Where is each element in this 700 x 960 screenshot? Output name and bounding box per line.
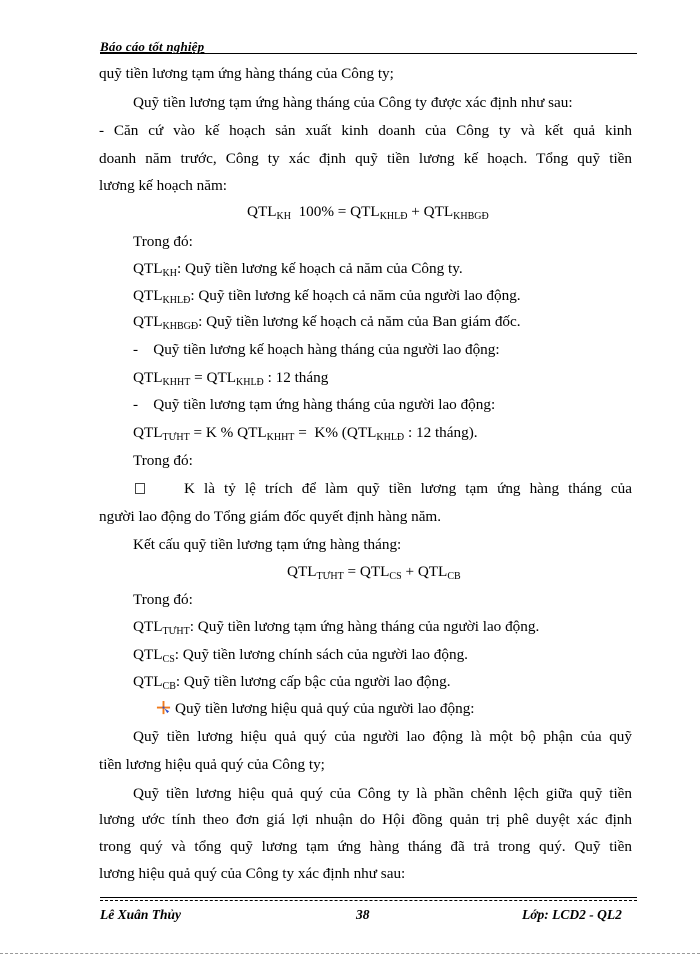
definition-line: $QTL_{CS}$: Quỹ tiền lương chính sách của người lao động. [133, 646, 468, 665]
paragraph-line: K là tỷ lệ trích để làm quỹ tiền lương tạm ứng hàng tháng của [184, 480, 632, 497]
page-bottom-edge [0, 953, 700, 954]
definition-line: $QTL_{KH}$: Quỹ tiền lương kế hoạch cả năm của Công ty. [133, 260, 463, 279]
formula-qtl-tuht: $QTL_{TƯHT} = K$ % $QTL_{KHHT} = K\%$ ($QTL_{KHLĐ}$ : 12 tháng). [133, 424, 478, 443]
where-label: Trong đó: [133, 233, 193, 250]
paragraph-line: - Căn cứ vào kế hoạch sản xuất kinh doanh của Công ty và kết quả kinh [99, 122, 632, 139]
paragraph-line: Kết cấu quỹ tiền lương tạm ứng hàng tháng: [133, 536, 402, 553]
paragraph-line: lương ước tính theo đơn giá lợi nhuận do Hội đồng quản trị phê duyệt xác định [99, 811, 632, 828]
paragraph-line: Quỹ tiền lương hiệu quả quý của Công ty là phần chênh lệch giữa quỹ tiền [133, 785, 632, 802]
definition-line: $QTL_{TƯHT}$: Quỹ tiền lương tạm ứng hàng tháng của người lao động. [133, 618, 540, 637]
where-label: Trong đó: [133, 591, 193, 608]
paragraph-line: doanh năm trước, Công ty xác định quỹ tiền lương kế hoạch. Tổng quỹ tiền [99, 150, 632, 167]
footer-author: Lê Xuân Thủy [100, 907, 182, 922]
arrow-bullet-icon [156, 700, 171, 715]
paragraph-line: người lao động do Tổng giám đốc quyết định hàng năm. [99, 508, 442, 525]
header-rule [100, 53, 637, 54]
bullet-line: - Quỹ tiền lương kế hoạch hàng tháng của người lao động: [133, 341, 500, 358]
footer-class: Lớp: LCD2 - QL2 [522, 907, 622, 922]
paragraph-line: tiền lương hiệu quả quý của Công ty; [99, 756, 325, 773]
definition-line: $QTL_{KHBGĐ}$: Quỹ tiền lương kế hoạch cả năm của Ban giám đốc. [133, 313, 521, 332]
definition-line: $QTL_{KHLĐ}$: Quỹ tiền lương kế hoạch cả năm của người lao động. [133, 287, 521, 306]
where-label: Trong đó: [133, 452, 193, 469]
footer-page-number: 38 [356, 907, 370, 922]
paragraph-line: Quỹ tiền lương hiệu quả quý của người lao động là một bộ phận của quỹ [133, 728, 632, 745]
formula-qtl-kh: $QTL_{KH}$ $100\% = QTL_{KHLĐ} + QTL_{KHBGĐ}$ [247, 203, 489, 222]
box-bullet-icon [135, 483, 145, 494]
definition-line: $QTL_{CB}$: Quỹ tiền lương cấp bậc của người lao động. [133, 673, 451, 692]
footer-rule-dashed [100, 900, 637, 901]
paragraph-line: trong quý và tổng quỹ lương tạm ứng hàng tháng đã trả trong quý. Quỹ tiền [99, 838, 632, 855]
paragraph-line: lương kế hoạch năm: [99, 177, 228, 194]
formula-qtl-khht: $QTL_{KHHT} = QTL_{KHLĐ}$ : 12 tháng [133, 369, 329, 388]
paragraph-line: quỹ tiền lương tạm ứng hàng tháng của Công ty; [99, 65, 394, 82]
paragraph-line: Quỹ tiền lương tạm ứng hàng tháng của Công ty được xác định như sau: [133, 94, 573, 111]
footer-rule [100, 897, 637, 898]
section-heading: Quỹ tiền lương hiệu quả quý của người lao động: [156, 700, 475, 718]
page-header-title: Báo cáo tốt nghiệp [100, 39, 205, 54]
paragraph-line: lương hiệu quả quý của Công ty xác định như sau: [99, 865, 406, 882]
formula-qtl-structure: $QTL_{TƯHT} = QTL_{CS} + QTL_{CB}$ [287, 563, 461, 582]
bullet-line: - Quỹ tiền lương tạm ứng hàng tháng của người lao động: [133, 396, 496, 413]
